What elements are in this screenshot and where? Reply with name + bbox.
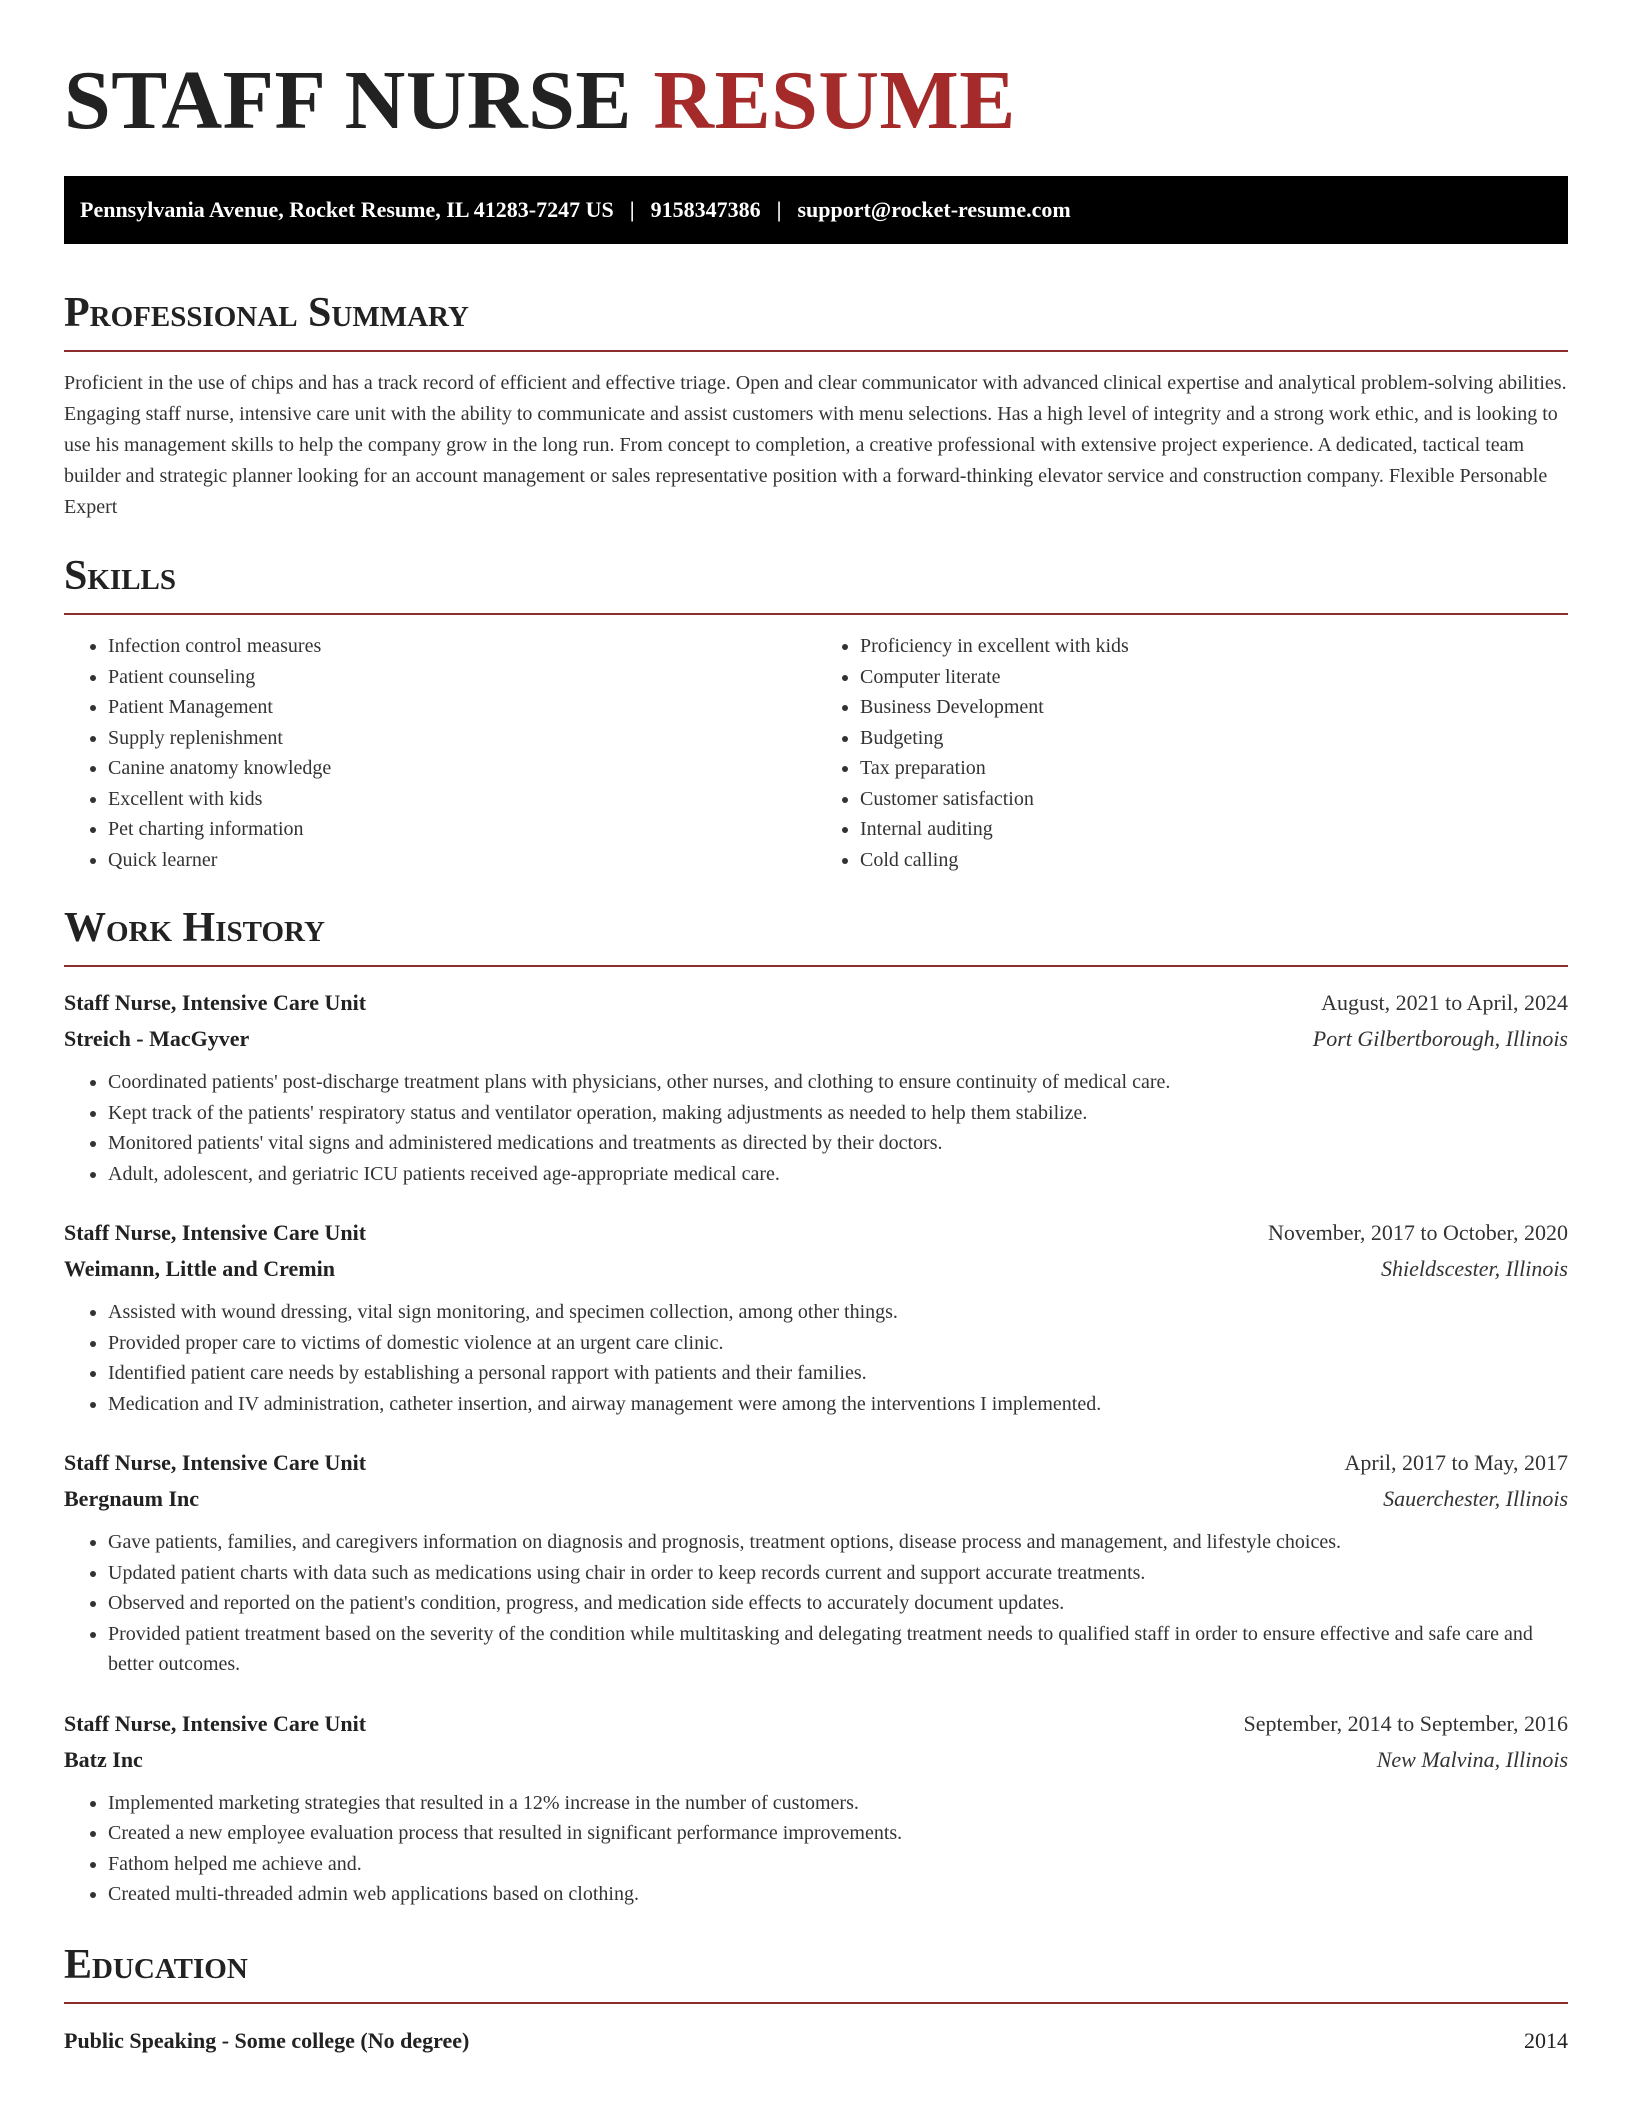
job-location: Sauerchester, Illinois <box>1383 1486 1568 1511</box>
job-bullet: • Fathom helped me achieve and. <box>108 1849 1568 1880</box>
job-dates: November, 2017 to October, 2020 <box>1267 1220 1568 1245</box>
job-company: Weimann, Little and Cremin <box>64 1256 335 1281</box>
contact-phone[interactable]: 9158347386 <box>650 197 761 222</box>
education-section <box>64 1940 1568 2058</box>
job-bullet: • Provided patient treatment based on the severity of the condition while multitasking and delegating treatment needs to qualified staff in order to ensure effective and safe care and better outcomes. <box>108 1619 1568 1680</box>
contact-separator: | <box>629 197 635 222</box>
job-bullet: • Monitored patients' vital signs and administered medications and treatments as directed by their doctors. <box>108 1128 1568 1159</box>
skill-item: • Internal auditing <box>860 814 1568 845</box>
education-degree: Public Speaking - Some college (No degree) <box>64 2027 470 2053</box>
job-title: Staff Nurse, Intensive Care Unit <box>64 1450 367 1475</box>
summary-text: Proficient in the use of chips and has a track record of efficient and effective triage. Open and clear communicator with advanced clinical expertise and analytical problem-solving abilities. Engaging staff nurse, intensive care unit with the ability to communicate and assist customers with menu selections. Has a high level of integrity and a strong work ethic, and is looking to use his management skills to help the company grow in the long run. From concept to completion, a creative professional with extensive project experience. A dedicated, tactical team builder and strategic planner looking for an account management or sales representative position with a forward-thinking elevator service and construction company. Flexible Personable Expert <box>64 372 1567 518</box>
job-title: Staff Nurse, Intensive Care Unit <box>64 990 367 1015</box>
job-bullets <box>64 1297 1568 1419</box>
job-bullet: • Created multi-threaded admin web applications based on clothing. <box>108 1879 1568 1910</box>
job-header-row <box>64 1215 1568 1251</box>
contact-address: Pennsylvania Avenue, Rocket Resume, IL 41283-7247 US <box>80 197 614 222</box>
job-bullets <box>64 1788 1568 1910</box>
job-dates: August, 2021 to April, 2024 <box>1321 990 1568 1015</box>
title-primary: STAFF NURSE <box>64 54 632 147</box>
job-company: Batz Inc <box>64 1746 143 1772</box>
job-bullet: • Kept track of the patients' respiratory status and ventilator operation, making adjustments as needed to help them stabilize. <box>108 1098 1568 1129</box>
skill-item: • Quick learner <box>108 845 816 876</box>
skills-section <box>64 551 1568 875</box>
job-list <box>64 985 1568 1910</box>
job-header-row <box>64 1706 1568 1742</box>
job-bullet: • Gave patients, families, and caregivers information on diagnosis and prognosis, treatment options, disease process and management, and lifestyle choices. <box>108 1527 1568 1558</box>
job-company: Streich - MacGyver <box>64 1026 250 1051</box>
job-header-row <box>64 1445 1568 1481</box>
education-list <box>64 2024 1568 2058</box>
job-bullet: • Adult, adolescent, and geriatric ICU patients received age-appropriate medical care. <box>108 1159 1568 1190</box>
job-company-row <box>64 1481 1568 1517</box>
job-title: Staff Nurse, Intensive Care Unit <box>64 1220 367 1245</box>
job-entry <box>64 1215 1568 1419</box>
skill-item: • Infection control measures <box>108 631 816 662</box>
skill-item: • Computer literate <box>860 662 1568 693</box>
skill-item: • Excellent with kids <box>108 784 816 815</box>
skill-item: • Cold calling <box>860 845 1568 876</box>
section-heading-skills: Skills <box>64 551 1568 615</box>
resume-title <box>64 0 1568 146</box>
job-bullet: • Assisted with wound dressing, vital sign monitoring, and specimen collection, among other things. <box>108 1297 1568 1328</box>
job-company-row <box>64 1021 1568 1057</box>
title-accent: RESUME <box>653 54 1016 147</box>
job-bullet: • Created a new employee evaluation process that resulted in significant performance improvements. <box>108 1818 1568 1849</box>
job-bullet: • Observed and reported on the patient's condition, progress, and medication side effects to accurately document updates. <box>108 1588 1568 1619</box>
contact-bar <box>64 176 1568 244</box>
skill-item: • Customer satisfaction <box>860 784 1568 815</box>
contact-separator: | <box>776 197 782 222</box>
job-bullet: • Provided proper care to victims of domestic violence at an urgent care clinic. <box>108 1328 1568 1359</box>
section-heading-summary: Professional Summary <box>64 288 1568 352</box>
job-company-row <box>64 1251 1568 1287</box>
education-year: 2014 <box>1524 2027 1568 2053</box>
education-entry <box>64 2024 1568 2058</box>
job-dates: April, 2017 to May, 2017 <box>1344 1450 1568 1475</box>
job-bullet: • Medication and IV administration, catheter insertion, and airway management were among the interventions I implemented. <box>108 1389 1568 1420</box>
skill-item: • Tax preparation <box>860 753 1568 784</box>
skill-item: • Pet charting information <box>108 814 816 845</box>
job-title: Staff Nurse, Intensive Care Unit <box>64 1710 367 1736</box>
section-heading-education: Education <box>64 1940 1568 2004</box>
job-bullet: • Implemented marketing strategies that resulted in a 12% increase in the number of customers. <box>108 1788 1568 1819</box>
skill-item: • Proficiency in excellent with kids <box>860 631 1568 662</box>
job-company: Bergnaum Inc <box>64 1486 200 1511</box>
job-location: Port Gilbertborough, Illinois <box>1312 1026 1568 1051</box>
job-header-row <box>64 985 1568 1021</box>
skills-list-right <box>816 631 1568 875</box>
job-bullet: • Coordinated patients' post-discharge treatment plans with physicians, other nurses, and clothing to ensure continuity of medical care. <box>108 1067 1568 1098</box>
job-location: New Malvina, Illinois <box>1376 1746 1568 1772</box>
skills-columns <box>64 631 1568 875</box>
job-bullet: • Identified patient care needs by establishing a personal rapport with patients and their families. <box>108 1358 1568 1389</box>
job-entry <box>64 985 1568 1189</box>
skill-item: • Budgeting <box>860 723 1568 754</box>
job-bullet: • Updated patient charts with data such as medications using chair in order to keep records current and support accurate treatments. <box>108 1558 1568 1589</box>
job-company-row <box>64 1742 1568 1778</box>
skill-item: • Business Development <box>860 692 1568 723</box>
job-bullets <box>64 1527 1568 1680</box>
skills-list-left <box>64 631 816 875</box>
skill-item: • Patient counseling <box>108 662 816 693</box>
job-location: Shieldscester, Illinois <box>1381 1256 1568 1281</box>
job-entry <box>64 1706 1568 1910</box>
skill-item: • Patient Management <box>108 692 816 723</box>
contact-email[interactable]: support@rocket-resume.com <box>797 197 1071 222</box>
job-entry <box>64 1445 1568 1680</box>
job-dates: September, 2014 to September, 2016 <box>1243 1710 1568 1736</box>
skill-item: • Canine anatomy knowledge <box>108 753 816 784</box>
skill-item: • Supply replenishment <box>108 723 816 754</box>
section-heading-work: Work History <box>64 903 1568 967</box>
summary-section <box>64 288 1568 523</box>
work-section <box>64 903 1568 1910</box>
job-bullets <box>64 1067 1568 1189</box>
